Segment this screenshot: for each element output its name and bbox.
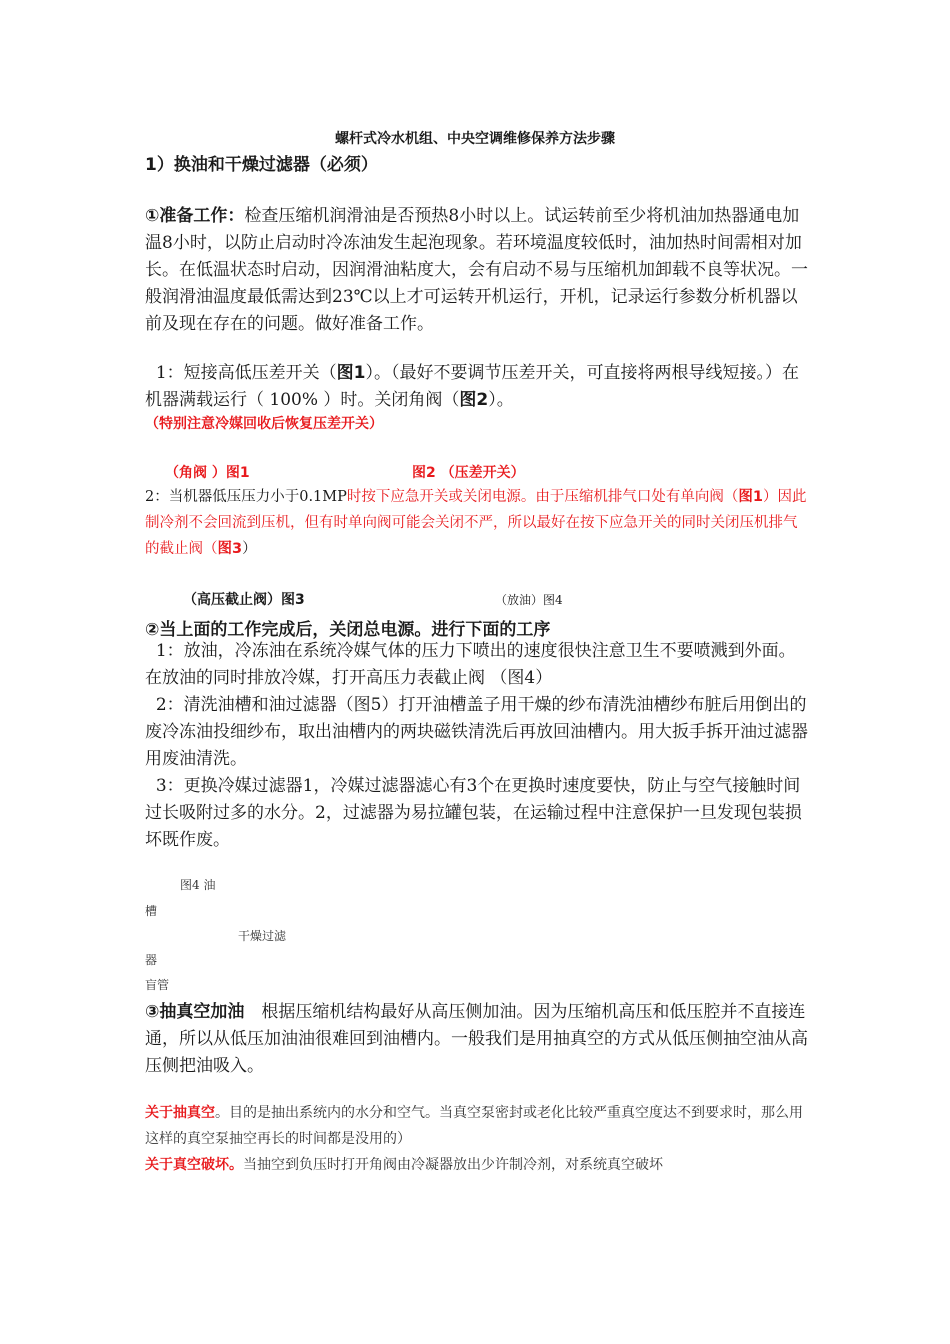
section2-body <box>145 638 810 854</box>
image-label-blind-pipe: 盲管 <box>145 978 170 992</box>
image-label-dryer: 干燥过滤 <box>238 929 287 943</box>
vacuum-break-paragraph <box>145 1152 810 1178</box>
prep-text: 检查压缩机润滑油是否预热8小时以上。试运转前至少将机油加热器通电加温8小时，以防止启动时冷冻油发生起泡现象。若环境温度较低时，油加热时间需相对加长。在低温状态时启动，因润滑油粘度大，会有启动不易与压缩机加卸载不良等状况。一般润滑油温度最低需达到23℃以上才可运转开机运行，开机，记录运行参数分析机器以前及现在存在的问题。做好准备工作。 <box>145 206 808 334</box>
step1-fig2-ref: 图2 <box>459 390 489 410</box>
red-warning-note: （特别注意冷媒回收后恢复压差开关） <box>145 416 383 432</box>
fig1-caption: （角阀 ）图1 <box>165 465 250 481</box>
step1-fig1-ref: 图1 <box>336 363 366 383</box>
vacuum-label: 关于抽真空 <box>145 1105 215 1121</box>
document-title: 螺杆式冷水机组、中央空调维修保养方法步骤 <box>335 131 615 147</box>
section-heading-oil-filter: 1）换油和干燥过滤器（必须） <box>145 155 378 175</box>
image-label-dryer-cont: 器 <box>145 953 158 967</box>
prep-label: ①准备工作： <box>145 206 245 226</box>
vacuum-text: 。目的是抽出系统内的水分和空气。当真空泵密封或老化比较严重真空度达不到要求时，那么用这样的真空泵抽空再长的时间都是没用的） <box>145 1105 803 1147</box>
step2-fig1-ref: 图1 <box>738 489 763 505</box>
section2-heading: ②当上面的工作完成后，关闭总电源。进行下面的工序 <box>145 620 551 640</box>
step2-red2: ）因此制冷剂不会回流到压机，但有时单向阀可能会关闭不严，所以最好在按下应急开关的同时关闭压机排气的截止阀（ <box>145 489 807 557</box>
section2-item: 2：清洗油槽和油过滤器（图5）打开油槽盖子用干燥的纱布清洗油槽纱布脏后用倒出的废冷冻油投细纱布，取出油槽内的两块磁铁清洗后再放回油槽内。用大扳手拆开油过滤器用废油清洗。 <box>145 695 808 769</box>
fig4-caption: （放油）图4 <box>495 593 563 607</box>
step1-prefix: 1：短接高低压差开关（ <box>145 363 337 383</box>
section3-paragraph <box>145 999 810 1080</box>
image-label-tank: 槽 <box>145 904 158 918</box>
section3-label: ③抽真空加油 <box>145 1002 245 1022</box>
step2-paragraph <box>145 484 810 562</box>
step2-end: ） <box>242 541 257 557</box>
fig3-caption: （高压截止阀）图3 <box>183 592 305 608</box>
step1-suffix: ）。 <box>488 390 514 410</box>
section2-item: 1：放油，冷冻油在系统冷媒气体的压力下喷出的速度很快注意卫生不要喷溅到外面。在放油的同时排放冷媒，打开高压力表截止阀 （图4） <box>145 641 796 688</box>
step2-fig3-ref: 图3 <box>217 541 243 557</box>
vacuum-break-label: 关于真空破坏。 <box>145 1157 243 1173</box>
section2-item: 3：更换冷媒过滤器1，冷媒过滤器滤心有3个在更换时速度要快，防止与空气接触时间过长吸附过多的水分。2，过滤器为易拉罐包装，在运输过程中注意保护一旦发现包装损坏既作废。 <box>145 776 802 850</box>
vacuum-paragraph <box>145 1100 810 1152</box>
fig2-caption: 图2 （压差开关） <box>412 465 525 481</box>
step2-red1: 时按下应急开关或关闭电源。由于压缩机排气口处有单向阀（ <box>346 489 739 505</box>
vacuum-break-text: 当抽空到负压时打开角阀由冷凝器放出少许制冷剂，对系统真空破坏 <box>243 1157 663 1173</box>
image-label-fig4-oil: 图4 油 <box>180 878 216 892</box>
step2-black: 2：当机器低压压力小于0.1MP <box>145 489 347 505</box>
section3-text: 根据压缩机结构最好从高压侧加油。因为压缩机高压和低压腔并不直接连通，所以从低压加油油很难回到油槽内。一般我们是用抽真空的方式从低压侧抽空油从高压侧把油吸入。 <box>145 1002 808 1076</box>
prep-paragraph <box>145 203 810 338</box>
step1-paragraph <box>145 360 810 414</box>
step1-mid: ）。（最好不要调节压差开关，可直接将两根导线短接。）在机器满载运行（ 100% ）时。关闭角阀（ <box>145 363 799 410</box>
